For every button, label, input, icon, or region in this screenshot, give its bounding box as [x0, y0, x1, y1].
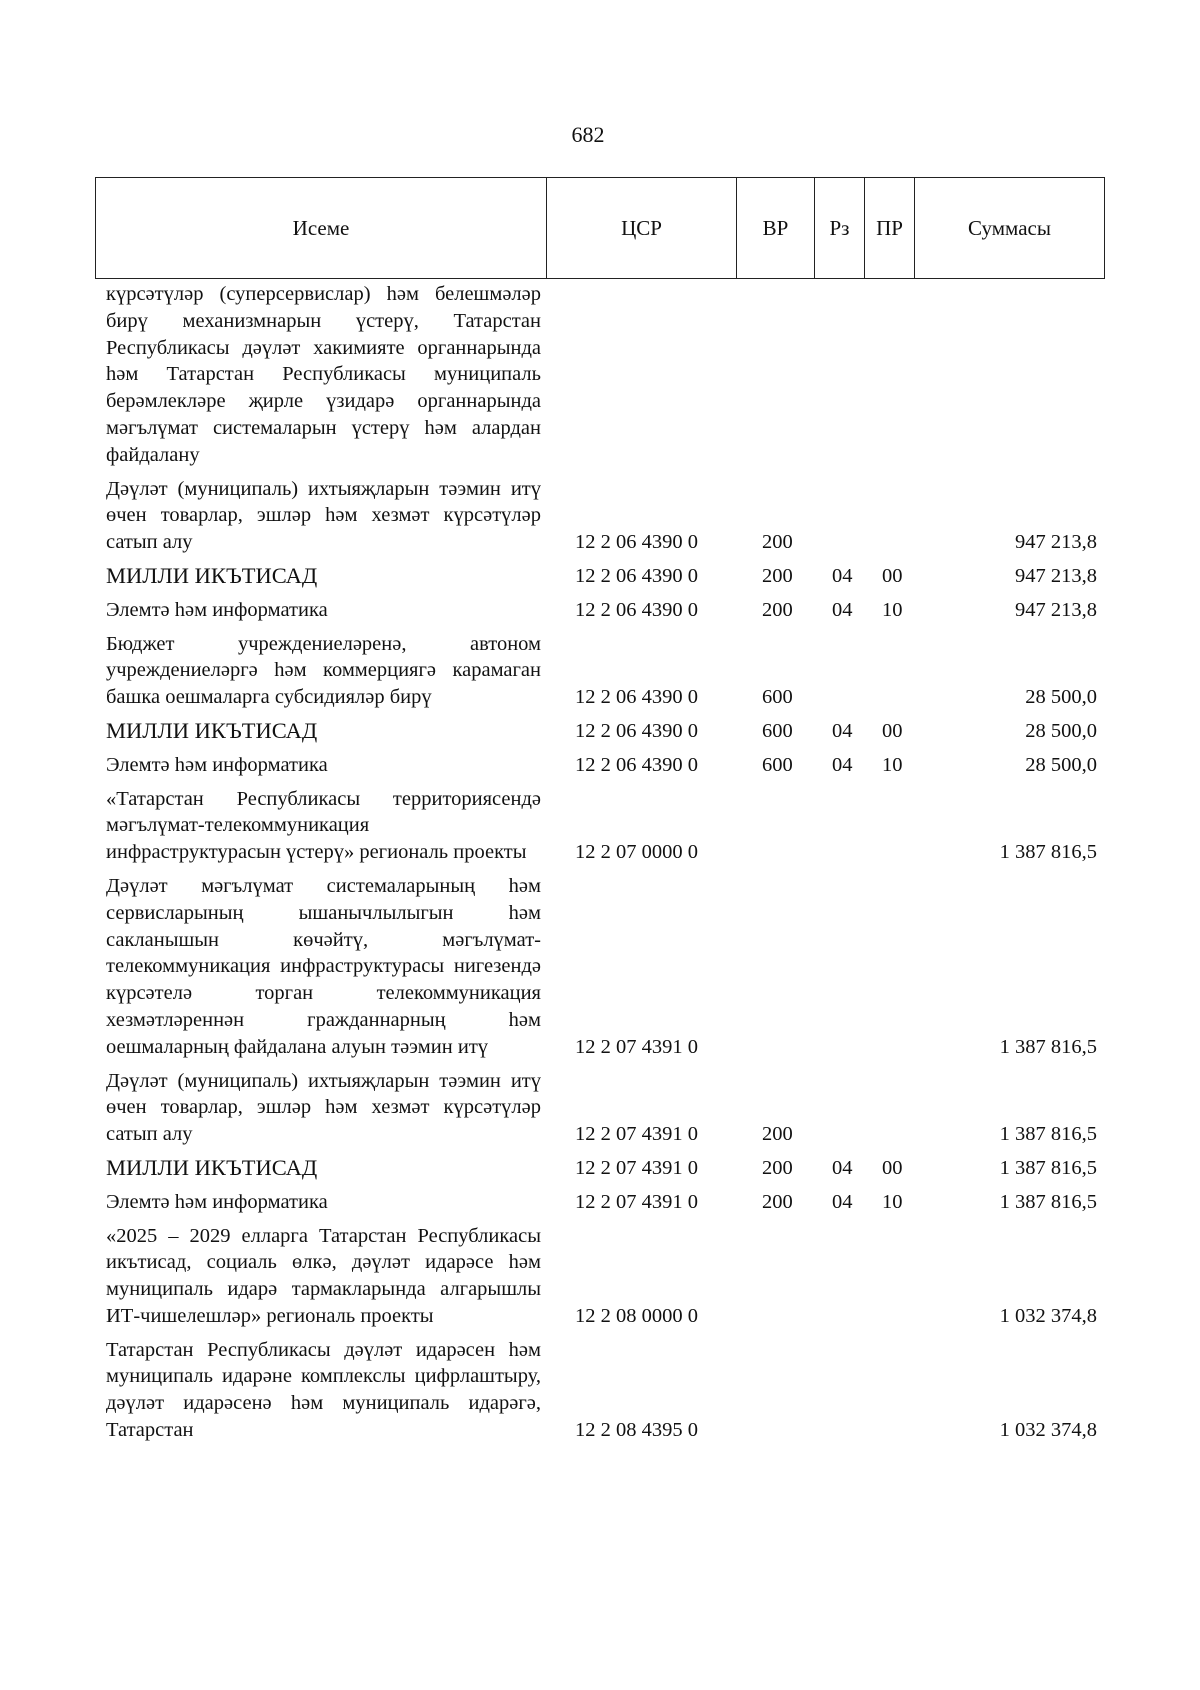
row-sum: 1 032 374,8: [999, 1304, 1097, 1327]
row-sum: 1 387 816,5: [999, 1190, 1097, 1213]
page-number: 682: [571, 122, 605, 147]
row-rz: 04: [832, 1190, 853, 1213]
row-name: МИЛЛИ ИКЪТИСАД: [106, 1154, 318, 1180]
row-vr: 200: [762, 531, 793, 554]
row-sum: 28 500,0: [1025, 686, 1097, 709]
row-pr: 10: [882, 598, 903, 621]
table-row: [0, 786, 1200, 866]
row-name: Элемтә һәм информатика: [106, 1190, 328, 1213]
table-body: [0, 281, 1200, 1444]
row-rz: 04: [832, 753, 853, 776]
row-sum: 947 213,8: [1015, 598, 1097, 621]
row-name: Дәүләт (муниципаль) ихтыяҗларын тәэмин итү өчен товарлар, эшләр һәм хезмәт күрсәтүләр сатып алу: [106, 1069, 541, 1146]
row-sum: 1 387 816,5: [999, 1156, 1097, 1179]
row-rz: 04: [832, 598, 853, 621]
row-vr: 200: [762, 1190, 793, 1213]
row-sum: 1 032 374,8: [999, 1419, 1097, 1442]
row-name: «Татарстан Республикасы территориясендә мәгълүмат-телекоммуникация инфраструктурасын үстерү» региональ проекты: [106, 787, 541, 864]
row-name: МИЛЛИ ИКЪТИСАД: [106, 717, 318, 743]
header-vr: ВР: [736, 178, 814, 278]
row-csr: 12 2 06 4390 0: [575, 564, 698, 587]
row-csr: 12 2 08 0000 0: [575, 1304, 698, 1327]
row-name: Татарстан Республикасы дәүләт идарәсен һәм муниципаль идарәне комплекслы цифрлаштыру, дәүләт идарәсенә һәм муниципаль идарәгә, Татарстан: [106, 1338, 541, 1442]
row-csr: 12 2 07 4391 0: [575, 1156, 698, 1179]
row-name: Дәүләт (муниципаль) ихтыяҗларын тәэмин итү өчен товарлар, эшләр һәм хезмәт күрсәтүләр сатып алу: [106, 477, 541, 554]
table-row: [0, 718, 1200, 745]
row-csr: 12 2 07 4391 0: [575, 1035, 698, 1058]
table-row: [0, 476, 1200, 556]
row-vr: 200: [762, 564, 793, 587]
table-row: [0, 873, 1200, 1061]
table-row: [0, 563, 1200, 590]
row-csr: 12 2 06 4390 0: [575, 598, 698, 621]
row-sum: 1 387 816,5: [999, 1123, 1097, 1146]
row-vr: 600: [762, 686, 793, 709]
row-csr: 12 2 07 0000 0: [575, 841, 698, 864]
row-vr: 200: [762, 598, 793, 621]
row-pr: 00: [882, 1156, 903, 1179]
table-header: [95, 177, 1105, 279]
row-pr: 00: [882, 719, 903, 742]
row-sum: 947 213,8: [1015, 531, 1097, 554]
row-name: МИЛЛИ ИКЪТИСАД: [106, 562, 318, 588]
row-vr: 600: [762, 753, 793, 776]
table-row: [0, 1337, 1200, 1444]
row-name: «2025 – 2029 елларга Татарстан Республикасы икътисад, социаль өлкә, дәүләт идарәсе һәм муниципаль идарә тармакларында алгарышлы ИТ-чишелешләр» региональ проекты: [106, 1224, 541, 1327]
table-row: [0, 281, 1200, 469]
header-pr: ПР: [864, 178, 914, 278]
header-sum: Суммасы: [914, 178, 1104, 278]
row-pr: 00: [882, 564, 903, 587]
table-row: [0, 752, 1200, 779]
table-row: [0, 1189, 1200, 1216]
row-name: Элемтә һәм информатика: [106, 753, 328, 776]
row-name: Дәүләт мәгълүмат системаларының һәм сервисларының ышанычлылыгын һәм сакланышын көчәйтү, мәгълүмат-телекоммуникация инфраструктурасы нигезендә күрсәтелә торган телекоммуникация хезмәтләреннән гражданнарның һәм оешмаларның файдалана алуын тәэмин итү: [106, 874, 541, 1058]
table-row: [0, 1155, 1200, 1182]
row-vr: 600: [762, 719, 793, 742]
row-pr: 10: [882, 753, 903, 776]
table-row: [0, 1068, 1200, 1148]
row-rz: 04: [832, 564, 853, 587]
row-vr: 200: [762, 1123, 793, 1146]
row-sum: 1 387 816,5: [999, 1035, 1097, 1058]
row-sum: 28 500,0: [1025, 753, 1097, 776]
row-sum: 28 500,0: [1025, 719, 1097, 742]
row-rz: 04: [832, 1156, 853, 1179]
row-csr: 12 2 08 4395 0: [575, 1419, 698, 1442]
row-csr: 12 2 07 4391 0: [575, 1190, 698, 1213]
row-name: күрсәтүләр (суперсервислар) һәм белешмәләр бирү механизмнарын үстерү, Татарстан Республикасы дәүләт хакимияте органнарында һәм Татарстан Республикасы муниципаль берәмлекләре җирле үзидарә органнарында мәгълүмат системаларын үстерү һәм алардан файдалану: [106, 283, 541, 466]
row-sum: 1 387 816,5: [999, 841, 1097, 864]
row-csr: 12 2 06 4390 0: [575, 719, 698, 742]
row-csr: 12 2 06 4390 0: [575, 753, 698, 776]
row-name: Бюджет учреждениеләренә, автоном учреждениеләргә һәм коммерциягә карамаган башка оешмаларга субсидияләр бирү: [106, 632, 541, 709]
row-vr: 200: [762, 1156, 793, 1179]
table-row: [0, 597, 1200, 624]
header-csr: ЦСР: [546, 178, 736, 278]
row-name: Элемтә һәм информатика: [106, 598, 328, 621]
table-row: [0, 631, 1200, 711]
header-name: Исеме: [292, 215, 350, 240]
row-csr: 12 2 06 4390 0: [575, 531, 698, 554]
row-rz: 04: [832, 719, 853, 742]
row-sum: 947 213,8: [1015, 564, 1097, 587]
row-csr: 12 2 07 4391 0: [575, 1123, 698, 1146]
row-pr: 10: [882, 1190, 903, 1213]
table-row: [0, 1223, 1200, 1330]
row-csr: 12 2 06 4390 0: [575, 686, 698, 709]
header-rz: Рз: [814, 178, 864, 278]
